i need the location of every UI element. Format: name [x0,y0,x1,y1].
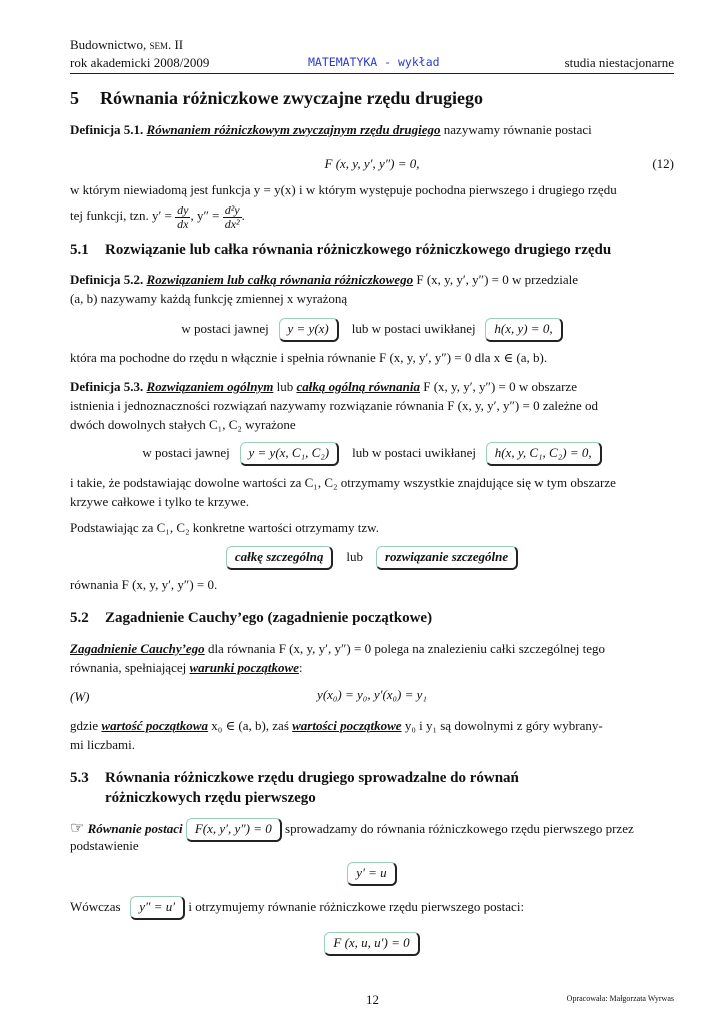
cauchy-problem: Zagadnienie Cauchy’ego dla równania F (x, y, y′, y″) = 0 polega na znalezieniu całki szczególnej tego [70,641,605,656]
equation-12: F (x, y, y′, y″) = 0, [324,156,420,171]
page-header [70,36,674,74]
def52-forms: w postaci jawnej y = y(x) lub w postaci uwikłanej h(x, y) = 0, [70,318,674,342]
definition-5-3: Definicja 5.3. Rozwiązaniem ogólnym lub całką ogólną równania F (x, y, y′, y″) = 0 w obszarze [70,379,577,394]
def53-eqline: równania F (x, y, y′, y″) = 0. [70,577,218,592]
cauchy-line2: równania, spełniającej warunki początkowe: [70,660,303,675]
reduction-statement: ☞ Równanie postaci F(x, y′, y″) = 0 sprowadzamy do równania różniczkowego rzędu pierwszego przez [70,818,674,842]
author-credit: Opracowała: Małgorzata Wyrwas [566,994,674,1003]
first-order-equation [70,932,674,956]
def53-line2: istnienia i jednoznaczności rozwiązań nazywamy rozwiązanie równania F (x, y, y′, y″) = 0 zależne od [70,398,599,413]
section-5-2-heading: 5.2 Zagadnienie Cauchy’ego (zagadnienie początkowe) [70,610,433,626]
definition-5-1: Definicja 5.1. Równaniem różniczkowym zwyczajnym rzędu drugiego nazywamy równanie postaci [70,122,592,137]
general-explicit-box: y = y(x, C₁, C₂) [240,442,340,466]
def53-line3: dwóch dowolnych stałych C₁, C₂ wyrażone [70,417,296,432]
cauchy-after: gdzie wartość początkowa x₀ ∈ (a, b), zaś wartości początkowe y₀ i y₁ są dowolnymi z góry wybrany- [70,718,603,733]
page-number: 12 [366,992,379,1007]
def52-after: która ma pochodne do rzędu n włącznie i spełnia równanie F (x, y, y′, y″) = 0 dla x ∈ (a, b). [70,350,548,365]
def53-after1: i takie, że podstawiając dowolne wartości za C₁, C₂ otrzymamy wszystkie znajdujące się w tym obszarze [70,475,616,490]
then-statement: Wówczas y″ = u′ i otrzymujemy równanie różniczkowe rzędu pierwszego postaci: [70,896,674,920]
header-year: rok akademicki 2008/2009 [70,55,210,70]
page [70,36,674,1007]
section-5-3-heading: 5.3 Równania różniczkowe rzędu drugiego sprowadzalne do równań [70,770,519,786]
particular-integral-box: całkę szczególną [226,546,333,570]
section-5-heading: 5 Równania różniczkowe zwyczajne rzędu drugiego [70,88,483,108]
general-implicit-box: h(x, y, C₁, C₂) = 0, [486,442,602,466]
section-5-3-heading-line2: różniczkowych rzędu pierwszego [105,790,316,806]
cauchy-after2: mi liczbami. [70,737,135,752]
section-5-1-heading: 5.1 Rozwiązanie lub całka równania różniczkowego różniczkowego drugiego rzędu [70,242,612,258]
implicit-form-box: h(x, y) = 0, [485,318,562,342]
second-derivative-box: y″ = u′ [130,896,185,920]
definition-5-2: Definicja 5.2. Rozwiązaniem lub całką równania różniczkowego F (x, y, y′, y″) = 0 w przedziale [70,272,579,287]
substitution-box: y′ = u [347,862,396,886]
def53-subst: Podstawiając za C₁, C₂ konkretne wartości otrzymamy tzw. [70,520,379,535]
header-rule [70,73,674,74]
equation-number: (12) [652,156,674,171]
first-order-equation-box: F (x, u, u′) = 0 [324,932,419,956]
header-mode: studia niestacjonarne [564,55,674,70]
substitution [70,862,674,886]
def51-after-line2: tej funkcji, tzn. y′ = $\frac{dy}{dx}$ , y″ = $\frac{\text{d²y}}{\text{dx²}}$ . [70,202,245,231]
header-course: Budownictwo, sem. II [70,37,184,52]
explicit-form-box: y = y(x) [279,318,339,342]
particular-solutions: całkę szczególną lub rozwiązanie szczególne [70,546,674,570]
def53-forms: w postaci jawnej y = y(x, C₁, C₂) lub w postaci uwikłanej h(x, y, C₁, C₂) = 0, [70,442,674,466]
def53-after2: krzywe całkowe i tylko te krzywe. [70,494,250,509]
reduction-form-box: F(x, y′, y″) = 0 [186,818,282,842]
reduction-line2: podstawienie [70,838,139,853]
initial-conditions: y(x₀) = y₀, y′(x₀) = y₁ [317,687,427,702]
initial-conditions-label: (W) [70,689,90,704]
def52-line2: (a, b) nazywamy każdą funkcję zmiennej x wyrażoną [70,291,348,306]
header-subject: MATEMATYKA - wykład [308,55,440,69]
def51-after-line1: w którym niewiadomą jest funkcja y = y(x) i w którym występuje pochodna pierwszego i drugiego rzędu [70,182,617,197]
pointing-hand-icon: ☞ [70,820,85,837]
particular-solution-box: rozwiązanie szczególne [376,546,518,570]
